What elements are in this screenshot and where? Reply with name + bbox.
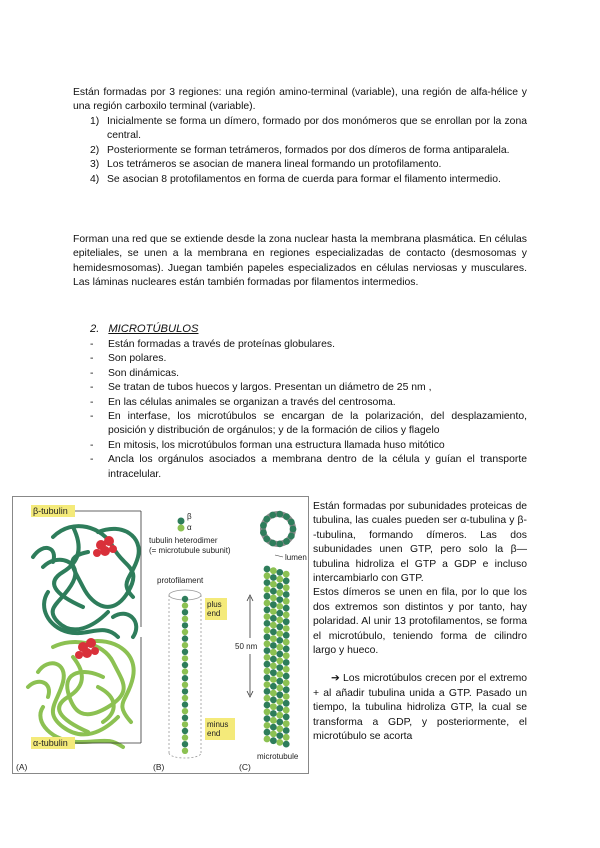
microtubule-subunit xyxy=(264,708,271,715)
microtubule-subunit xyxy=(264,606,271,613)
list-text: Están formadas a través de proteínas globulares. xyxy=(108,339,335,350)
ring-subunit xyxy=(283,513,290,520)
microtubule-subunit xyxy=(270,717,277,724)
microtubule-subunit xyxy=(264,579,271,586)
microtubule-subunit xyxy=(264,722,271,729)
microtubule-subunit xyxy=(270,608,277,615)
microtubule-subunit xyxy=(283,591,290,598)
bullet-dash: - xyxy=(90,382,94,394)
list-text: Se tratan de tubos huecos y largos. Presentan un diámetro de 25 nm , xyxy=(108,382,432,394)
tubulin-subunit xyxy=(182,662,188,668)
microtubule-subunit xyxy=(276,596,283,603)
tubulin-subunit xyxy=(182,688,188,694)
microtubule-subunit xyxy=(270,595,277,602)
microtubule-subunit xyxy=(270,669,277,676)
microtubule-subunit xyxy=(283,578,290,585)
microtubule-lattice xyxy=(264,566,290,748)
list-number: 1) xyxy=(90,116,100,127)
bullet-dash: - xyxy=(90,396,94,408)
section-heading xyxy=(90,322,198,336)
side-paragraph-2: Estos dímeros se unen en fila, por lo que los dos extremos son distintos y por tanto, hay polaridad. Al unir 13 protofilamentos, se forma el microtúbulo, teniendo forma de cilindro largo y hueco. xyxy=(313,587,527,657)
plus-end-end: end xyxy=(207,609,221,618)
microtubule-subunit xyxy=(264,654,271,661)
microtubule-subunit xyxy=(276,739,283,746)
microtubule-subunit xyxy=(283,632,290,639)
microtubule-subunit xyxy=(270,731,277,738)
side-paragraph-3 xyxy=(313,672,527,744)
bullet-dash: - xyxy=(90,353,94,365)
microtubule-subunit xyxy=(270,629,277,636)
microtubule-subunit xyxy=(270,656,277,663)
beta-symbol: β xyxy=(187,512,192,521)
tubulin-subunit xyxy=(182,602,188,608)
list-item xyxy=(73,115,527,144)
microtubule-subunit xyxy=(283,605,290,612)
microtubule-subunit xyxy=(264,647,271,654)
protofilament-label: protofilament xyxy=(157,576,204,585)
beta-tubulin-label: β-tubulin xyxy=(33,506,68,516)
minus-end-end: end xyxy=(207,729,221,738)
microtubule-subunit xyxy=(270,635,277,642)
microtubule-subunit xyxy=(283,714,290,721)
list-number: 4) xyxy=(90,173,100,185)
ring-subunit xyxy=(269,512,276,519)
microtubule-subunit xyxy=(283,618,290,625)
microtubule-subunit xyxy=(283,734,290,741)
microtubule-subunit xyxy=(283,666,290,673)
list-item xyxy=(73,158,527,172)
tubulin-subunit xyxy=(182,675,188,681)
microtubule-subunit xyxy=(283,686,290,693)
list-text: En interfase, los microtúbulos se encargan de la polarización, del desplazamiento, posición y distribución de orgánulos; y de la formación de cilios y flagelo xyxy=(108,411,527,437)
tubulin-subunit xyxy=(182,695,188,701)
section-title: MICROTÚBULOS xyxy=(108,323,199,335)
tubulin-subunit xyxy=(182,609,188,615)
microtubule-subunit xyxy=(264,613,271,620)
side-paragraph-1: Están formadas por subunidades proteicas de tubulina, las cuales pueden ser α-tubulina y β--tubulina, formando dímeros. Las dos subunidades unen GTP, pero solo la β—tubulina hidroliza el GTP a GDP e incluso intercambiarlo con GTP. xyxy=(313,501,527,585)
microtubule-subunit xyxy=(276,610,283,617)
list-item xyxy=(90,396,527,410)
microtubule-subunit xyxy=(276,691,283,698)
microtubule-subunit xyxy=(283,598,290,605)
microtubule-subunit xyxy=(270,690,277,697)
microtubule-subunit xyxy=(283,571,290,578)
microtubule-subunit xyxy=(264,661,271,668)
list-item xyxy=(73,144,527,158)
microtubule-subunit xyxy=(276,705,283,712)
microtubule-subunit xyxy=(264,681,271,688)
tubulin-subunit xyxy=(182,728,188,734)
microtubule-subunit xyxy=(283,680,290,687)
microtubule-label: microtubule xyxy=(257,752,299,761)
section-number: 2. xyxy=(90,323,100,335)
microtubule-subunit xyxy=(264,715,271,722)
list-text: Son polares. xyxy=(108,353,167,365)
microtubule-subunit xyxy=(283,612,290,619)
lumen-label: lumen xyxy=(285,553,307,562)
ring-subunit xyxy=(283,538,290,545)
microtubule-subunit xyxy=(276,671,283,678)
list-item xyxy=(90,439,527,453)
microtubule-subunit xyxy=(264,586,271,593)
microtubule-subunit xyxy=(276,623,283,630)
microtubule-subunit xyxy=(270,724,277,731)
ring-subunit xyxy=(260,529,267,536)
microtubule-subunit xyxy=(283,700,290,707)
microtubule-subunit xyxy=(264,640,271,647)
microtubule-subunit xyxy=(270,703,277,710)
ring-subunit xyxy=(269,540,276,547)
microtubule-subunit xyxy=(264,702,271,709)
arrow-icon: ➔ xyxy=(331,673,340,685)
list-text: Se asocian 8 protofilamentos en forma de cuerda para formar el filamento intermedio. xyxy=(107,173,501,185)
microtubule-subunit xyxy=(276,576,283,583)
microtubule-subunit xyxy=(276,569,283,576)
tubulin-subunit xyxy=(182,622,188,628)
microtubule-subunit xyxy=(283,652,290,659)
figure-side-text xyxy=(313,500,527,745)
microtubule-subunit xyxy=(270,601,277,608)
ring-subunit xyxy=(263,536,270,543)
arrow-paragraph-text: Los microtúbulos crecen por el extremo + al añadir tubulina unida a GTP. Pasado un tiempo, la tubulina hidroliza GTP, la cual se transforma a GDP, y posteriormente, el microtúbulo se acorta xyxy=(313,673,528,743)
bullet-list xyxy=(90,338,527,482)
microtubule-subunit xyxy=(283,659,290,666)
microtubule-subunit xyxy=(276,698,283,705)
microtubule-subunit xyxy=(276,732,283,739)
microtubule-subunit xyxy=(264,688,271,695)
microtubule-subunit xyxy=(270,581,277,588)
tubulin-subunit xyxy=(182,668,188,674)
heterodimer-label: tubulin heterodimer xyxy=(149,536,218,545)
microtubule-subunit xyxy=(264,627,271,634)
microtubule-subunit xyxy=(264,566,271,573)
ring-subunit xyxy=(290,526,297,533)
tubulin-subunit xyxy=(182,616,188,622)
list-number: 3) xyxy=(90,159,100,171)
microtubule-subunit xyxy=(276,603,283,610)
tubulin-subunit xyxy=(182,649,188,655)
list-item xyxy=(90,381,527,395)
bullet-dash: - xyxy=(90,454,94,466)
list-item xyxy=(90,338,527,352)
nm-label: 50 nm xyxy=(235,642,258,651)
microtubule-subunit xyxy=(270,683,277,690)
list-item xyxy=(90,410,527,439)
tubulin-subunit xyxy=(182,629,188,635)
tubulin-subunit xyxy=(182,642,188,648)
microtubule-subunit xyxy=(264,600,271,607)
heterodimer-alpha-dot xyxy=(178,525,185,532)
list-text: En mitosis, los microtúbulos forman una estructura llamada huso mitótico xyxy=(108,439,445,451)
tubulin-subunit xyxy=(182,701,188,707)
tubulin-subunit xyxy=(182,748,188,754)
ring-subunit xyxy=(288,533,295,540)
microtubule-subunit xyxy=(283,646,290,653)
list-item xyxy=(90,352,527,366)
ring-subunit xyxy=(288,519,295,526)
microtubule-subunit xyxy=(276,589,283,596)
tubulin-subunit xyxy=(182,708,188,714)
microtubule-subunit xyxy=(270,676,277,683)
microtubule-subunit xyxy=(270,567,277,574)
microtubule-subunit xyxy=(276,651,283,658)
tubulin-subunit xyxy=(182,596,188,602)
microtubule-subunit xyxy=(276,657,283,664)
microtubule-subunit xyxy=(270,622,277,629)
alpha-tubulin-label: α-tubulin xyxy=(33,738,68,748)
minus-end-word: minus xyxy=(207,720,229,729)
list-text: Ancla los orgánulos asociados a membrana dentro de la célula y guían el transporte intracelular. xyxy=(108,454,527,480)
list-text: En las células animales se organizan a través del centrosoma. xyxy=(108,396,396,408)
microtubule-subunit xyxy=(276,583,283,590)
plus-end-word: plus xyxy=(207,600,222,609)
tubulin-subunit xyxy=(182,734,188,740)
microtubule-subunit xyxy=(283,639,290,646)
panel-c-label: (C) xyxy=(239,762,251,772)
microtubule-subunit xyxy=(270,574,277,581)
microtubule-subunit xyxy=(276,664,283,671)
microtubule-subunit xyxy=(276,719,283,726)
microtubule-subunit xyxy=(276,678,283,685)
microtubule-subunit xyxy=(276,637,283,644)
alpha-symbol: α xyxy=(187,523,192,532)
microtubule-subunit xyxy=(264,593,271,600)
tubulin-subunit xyxy=(182,635,188,641)
microtubule-subunit xyxy=(270,649,277,656)
list-text: Inicialmente se forma un dímero, formado por dos monómeros que se enrollan por la zona central. xyxy=(107,116,527,142)
microtubule-subunit xyxy=(276,685,283,692)
protofilament-dots xyxy=(182,596,188,754)
microtubule-subunit xyxy=(264,695,271,702)
bullet-dash: - xyxy=(90,411,94,423)
panel-a-label: (A) xyxy=(16,762,28,772)
tubulin-subunit xyxy=(182,682,188,688)
microtubule-subunit xyxy=(276,617,283,624)
tubulin-subunit xyxy=(182,715,188,721)
heterodimer-beta-dot xyxy=(178,518,185,525)
microtubule-subunit xyxy=(264,634,271,641)
list-item xyxy=(90,367,527,381)
panel-b-label: (B) xyxy=(153,762,165,772)
microtubule-subunit xyxy=(283,707,290,714)
list-number: 2) xyxy=(90,144,100,156)
ring-subunit xyxy=(276,540,283,547)
microtubule-subunit xyxy=(264,729,271,736)
microtubule-subunit xyxy=(283,673,290,680)
ring-subunit xyxy=(260,522,267,529)
bullet-dash: - xyxy=(90,339,94,350)
microtubule-subunit xyxy=(264,736,271,743)
microtubule-subunit xyxy=(264,620,271,627)
microtubule-subunit xyxy=(270,642,277,649)
tubulin-figure xyxy=(12,496,309,774)
list-text: Posteriormente se forman tetrámeros, formados por dos dímeros de forma antiparalela. xyxy=(107,144,510,156)
microtubule-subunit xyxy=(276,712,283,719)
microtubule-subunit xyxy=(283,720,290,727)
tubulin-subunit xyxy=(182,655,188,661)
microtubule-subunit xyxy=(270,710,277,717)
microtubule-subunit xyxy=(276,644,283,651)
ring-subunit xyxy=(276,511,283,518)
tubulin-subunit xyxy=(182,721,188,727)
tubulin-ribbon-structure xyxy=(28,526,139,747)
list-text: Son dinámicas. xyxy=(108,367,180,379)
heterodimer-sublabel: (= microtubule subunit) xyxy=(149,546,231,555)
second-paragraph: Forman una red que se extiende desde la zona nuclear hasta la membrana plasmática. En células epiteliales, se unen a la membrana en regiones especializadas de contacto (desmosomas y hemidesmosomas). Juegan también papeles especializados en células nerviosas y musculares. Las láminas nucleares están también formadas por filamentos intermedios. xyxy=(73,234,527,289)
microtubule-subunit xyxy=(276,630,283,637)
microtubule-subunit xyxy=(283,584,290,591)
microtubule-subunit xyxy=(276,725,283,732)
microtubule-subunit xyxy=(270,663,277,670)
microtubule-subunit xyxy=(270,615,277,622)
microtubule-subunit xyxy=(283,741,290,748)
intro-paragraph: Están formadas por 3 regiones: una región amino-terminal (variable), una región de alfa-hélice y una región carboxilo terminal (variable). xyxy=(73,87,527,113)
microtubule-subunit xyxy=(264,674,271,681)
microtubule-subunit xyxy=(270,697,277,704)
bullet-dash: - xyxy=(90,367,94,379)
list-text: Los tetrámeros se asocian de manera lineal formando un protofilamento. xyxy=(107,159,442,171)
list-item xyxy=(90,453,527,482)
microtubule-subunit xyxy=(283,693,290,700)
microtubule-subunit xyxy=(264,668,271,675)
bullet-dash: - xyxy=(90,439,94,451)
microtubule-subunit xyxy=(264,572,271,579)
microtubule-subunit xyxy=(283,625,290,632)
microtubule-subunit xyxy=(283,727,290,734)
list-item xyxy=(73,173,527,187)
microtubule-subunit xyxy=(270,588,277,595)
steps-list xyxy=(73,115,527,187)
microtubule-subunit xyxy=(270,737,277,744)
tubulin-subunit xyxy=(182,741,188,747)
ring-subunit xyxy=(263,516,270,523)
